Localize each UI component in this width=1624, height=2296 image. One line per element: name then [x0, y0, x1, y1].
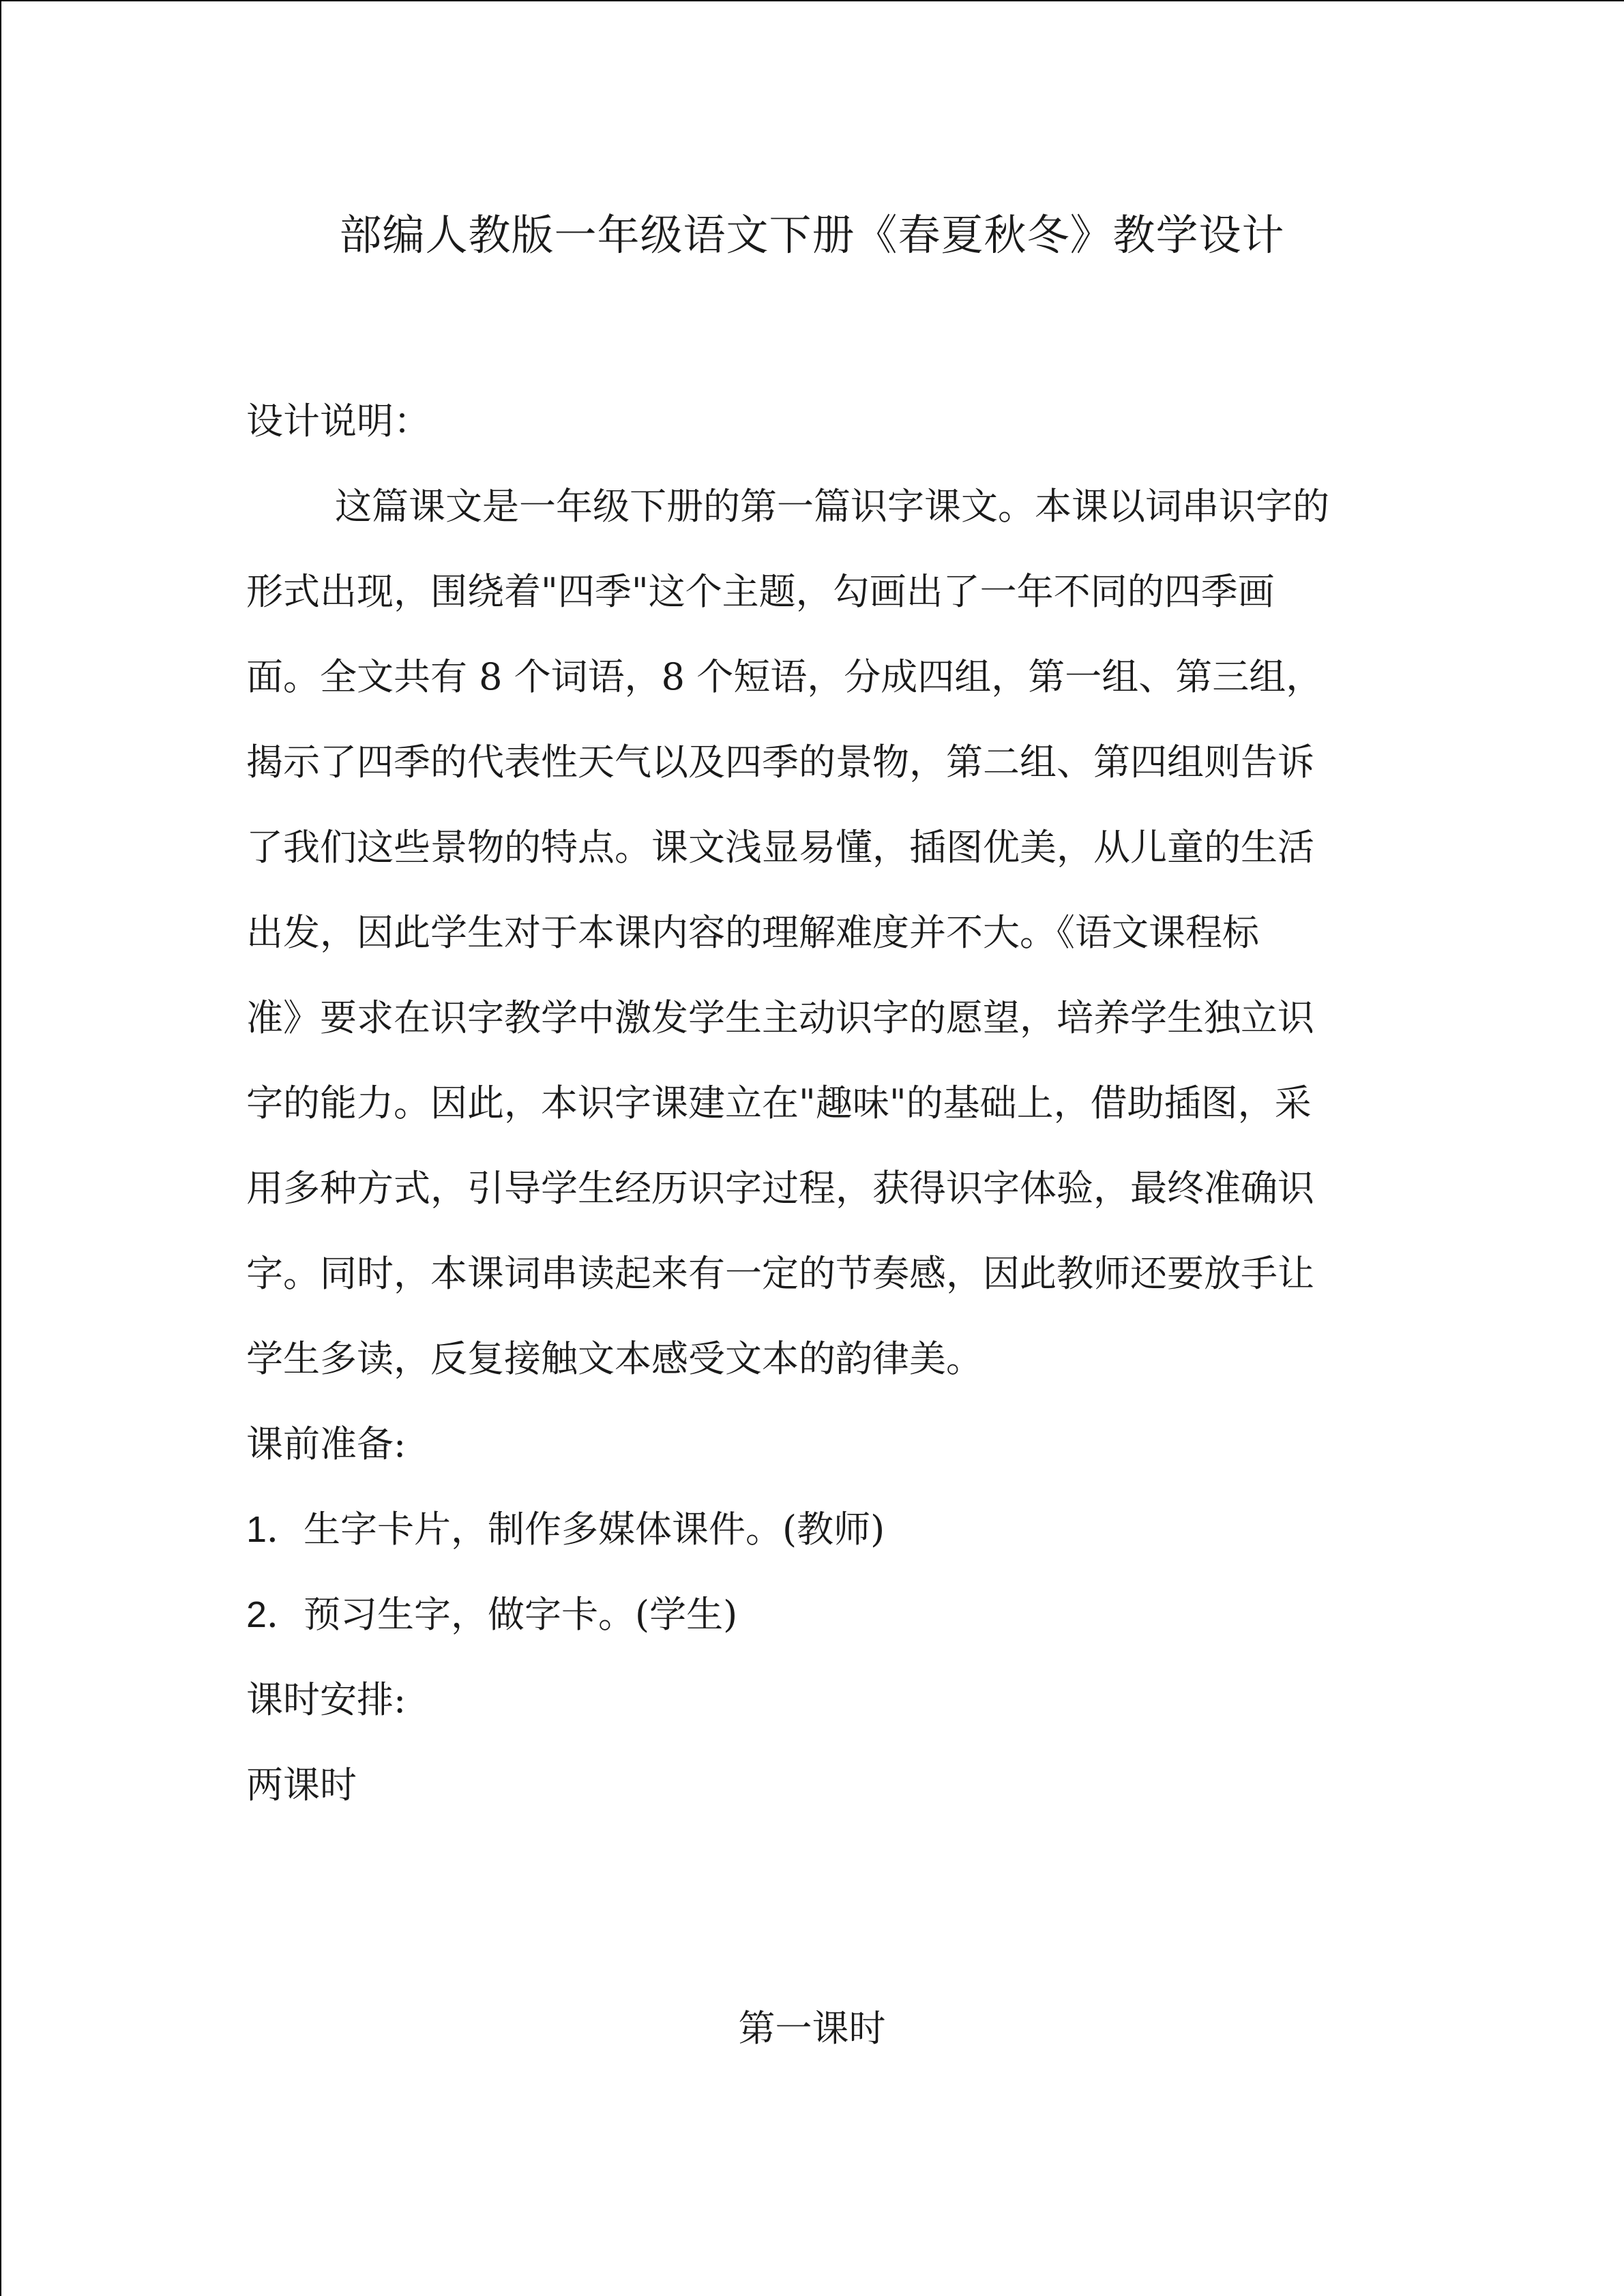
- schedule-heading: 课时安排:: [246, 1678, 407, 1721]
- paragraph-line: 出发，因此学生对于本课内容的理解难度并不大。《语文课程标: [246, 911, 1259, 954]
- paragraph-line: 用多种方式，引导学生经历识字过程，获得识字体验，最终准确识: [246, 1167, 1314, 1210]
- paragraph-line: 准》要求在识字教学中激发学生主动识字的愿望，培养学生独立识: [246, 996, 1314, 1039]
- schedule-value: 两课时: [246, 1763, 357, 1806]
- document-body: [246, 378, 1378, 1828]
- prep-item-number: 2．: [246, 1594, 304, 1635]
- paragraph-line: 字。同时，本课词串读起来有一定的节奏感，因此教师还要放手让: [246, 1252, 1314, 1295]
- paragraph-line: 揭示了四季的代表性天气以及四季的景物，第二组、第四组则告诉: [246, 741, 1314, 784]
- paragraph-line: 面。全文共有 8 个词语，8 个短语，分成四组，第一组、第三组，: [246, 655, 1323, 698]
- prep-item: [246, 1487, 1378, 1572]
- design-paragraph: [246, 464, 1378, 1401]
- design-heading: 设计说明：: [246, 400, 430, 443]
- prep-item-number: 1．: [246, 1509, 304, 1550]
- paragraph-line: 字的能力。因此，本识字课建立在"趣味"的基础上，借助插图，采: [246, 1082, 1312, 1124]
- prep-item-text: 生字卡片，制作多媒体课件。(教师): [304, 1508, 885, 1551]
- first-lesson-heading: 第一课时: [738, 2007, 886, 2050]
- paragraph-line: 了我们这些景物的特点。课文浅显易懂，插图优美，从儿童的生活: [246, 826, 1314, 869]
- document-title: 部编人教版一年级语文下册《春夏秋冬》教学设计: [339, 210, 1285, 260]
- paragraph-line: 这篇课文是一年级下册的第一篇识字课文。本课以词串识字的: [335, 485, 1329, 528]
- prep-item-text: 预习生字，做字卡。(学生): [304, 1593, 738, 1636]
- prep-item: [246, 1572, 1378, 1657]
- paragraph-line: 形式出现，围绕着"四季"这个主题，勾画出了一年不同的四季画: [246, 570, 1275, 613]
- paragraph-line: 学生多读，反复接触文本感受文本的韵律美。: [246, 1337, 983, 1380]
- prep-heading: 课前准备:: [246, 1422, 407, 1465]
